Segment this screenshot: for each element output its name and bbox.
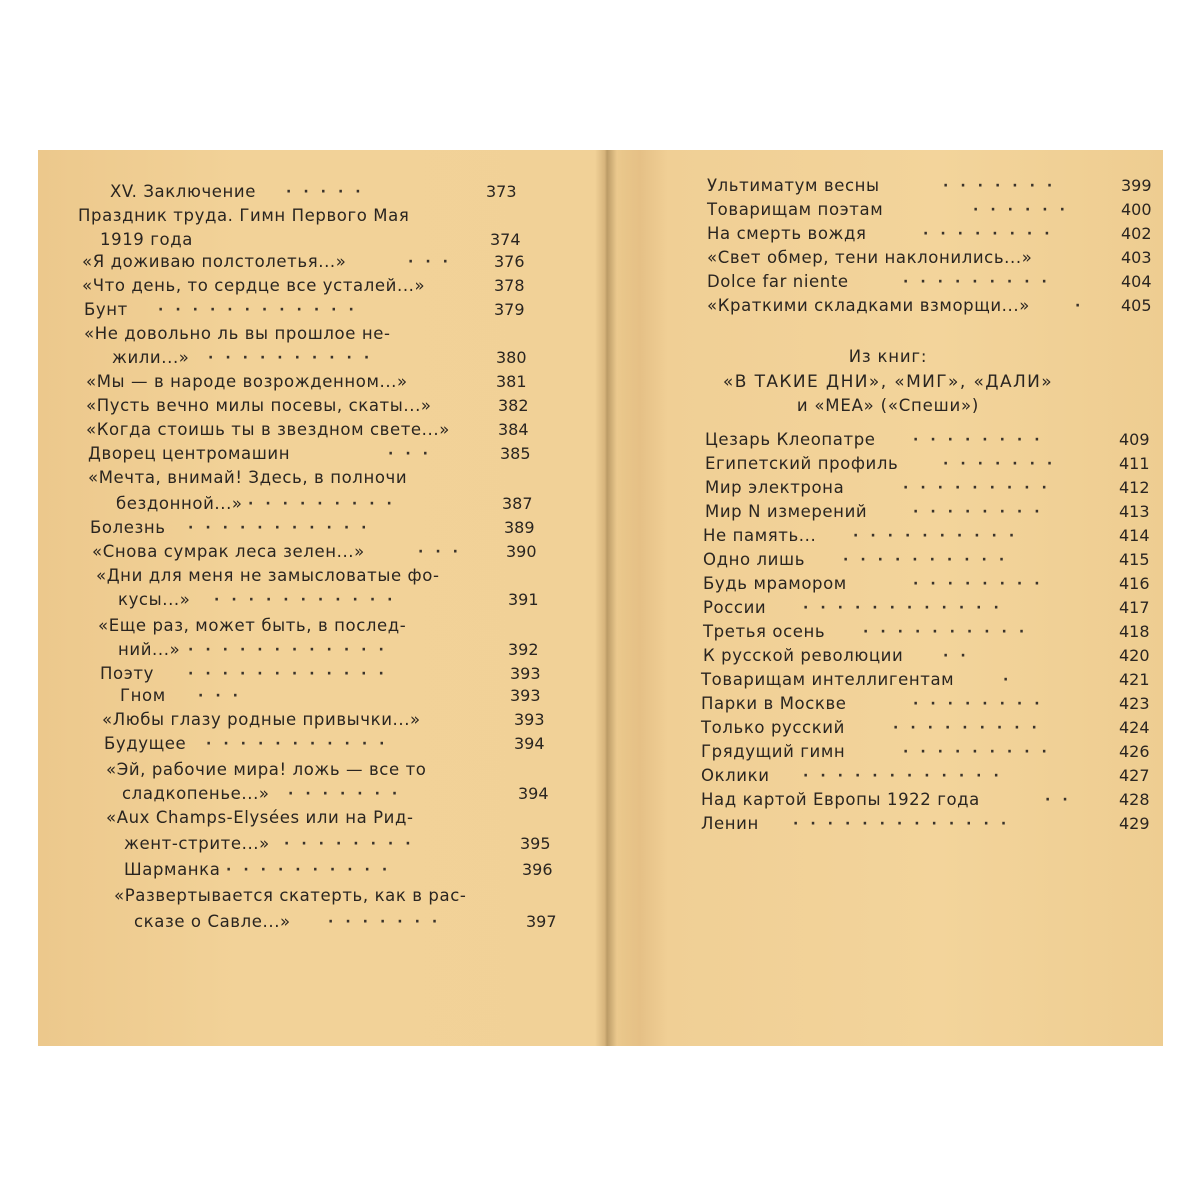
toc-entry (613, 524, 1163, 548)
toc-entry (613, 644, 1163, 668)
toc-entry-title: Ультиматум весны (707, 176, 880, 195)
toc-entry-page: 379 (494, 300, 525, 319)
toc-entry-page: 385 (500, 444, 531, 463)
toc-entry-title: «Мы — в народе возрожденном...» (86, 372, 408, 391)
toc-entry-title: Болезнь (90, 518, 166, 537)
toc-entry-title: «Краткими складками взморщи...» (707, 296, 1030, 315)
toc-entry (38, 884, 603, 908)
toc-entry (38, 758, 603, 782)
toc-entry (613, 294, 1163, 318)
toc-entry (613, 222, 1163, 246)
dot-leader: ········· (248, 496, 404, 512)
toc-entry-title: России (703, 598, 767, 617)
toc-entry (613, 668, 1163, 692)
toc-entry-page: 416 (1119, 574, 1150, 593)
dot-leader: ············ (188, 666, 396, 682)
toc-entry-page: 426 (1119, 742, 1150, 761)
toc-entry-page: 391 (508, 590, 539, 609)
dot-leader: ·········· (843, 552, 1017, 568)
toc-entry-page: 376 (494, 252, 525, 271)
toc-entry (38, 638, 603, 662)
toc-entry (613, 452, 1163, 476)
toc-entry-title: Мир N измерений (705, 502, 868, 521)
toc-entry-page: 374 (490, 230, 521, 249)
right-page (613, 150, 1163, 1046)
toc-entry (38, 858, 603, 882)
toc-entry-page: 412 (1119, 478, 1150, 497)
book-spread (38, 150, 1163, 1046)
toc-entry-page: 381 (496, 372, 527, 391)
section-heading-line2: «В ТАКИЕ ДНИ», «МИГ», «ДАЛИ» (722, 372, 1054, 392)
toc-entry-page: 418 (1119, 622, 1150, 641)
toc-entry-title: «Aux Champs-Elysées или на Рид- (106, 808, 414, 827)
dot-leader: · (1003, 672, 1021, 688)
dot-leader: ·· (943, 648, 978, 664)
toc-entry-page: 393 (510, 664, 541, 683)
dot-leader: ·········· (853, 528, 1027, 544)
toc-entry (38, 180, 603, 204)
toc-entry (613, 476, 1163, 500)
dot-leader: ········ (284, 836, 423, 852)
toc-entry (38, 806, 603, 830)
toc-entry (613, 764, 1163, 788)
toc-entry-page: 396 (522, 860, 553, 879)
dot-leader: ··········· (188, 520, 379, 536)
toc-entry-title: XV. Заключение (110, 182, 257, 201)
toc-entry-title: На смерть вождя (707, 224, 867, 243)
toc-entry-page: 405 (1121, 296, 1152, 315)
toc-entry-title: «Мечта, внимай! Здесь, в полночи (88, 468, 408, 487)
section-heading-line1: Из книг: (848, 347, 928, 366)
toc-entry-title: Одно лишь (703, 550, 806, 569)
section-heading-line3: и «МЕА» («Спеши») (796, 396, 980, 415)
toc-entry-title: сказе о Савле...» (134, 912, 291, 931)
toc-entry (38, 204, 603, 228)
dot-leader: ·· (1045, 792, 1080, 808)
toc-entry-page: 423 (1119, 694, 1150, 713)
toc-entry-page: 411 (1119, 454, 1150, 473)
dot-leader: ······· (943, 178, 1065, 194)
toc-entry-page: 395 (520, 834, 551, 853)
toc-entry-page: 384 (498, 420, 529, 439)
dot-leader: ············ (803, 768, 1011, 784)
toc-entry (38, 832, 603, 856)
toc-entry-title: Будь мрамором (703, 574, 847, 593)
toc-entry-title: К русской революции (703, 646, 904, 665)
toc-entry-page: 409 (1119, 430, 1150, 449)
toc-entry (38, 662, 603, 686)
toc-entry (613, 548, 1163, 572)
dot-leader: ··· (388, 446, 440, 462)
toc-entry-title: кусы...» (118, 590, 191, 609)
toc-entry (613, 428, 1163, 452)
toc-entry-title: «Пусть вечно милы посевы, скаты...» (86, 396, 432, 415)
toc-entry-title: Цезарь Клеопатре (705, 430, 876, 449)
dot-leader: ············· (793, 816, 1019, 832)
toc-entry-page: 399 (1121, 176, 1152, 195)
toc-entry-page: 393 (510, 686, 541, 705)
dot-leader: ····· (286, 184, 373, 200)
toc-entry (613, 572, 1163, 596)
toc-entry-title: Гном (120, 686, 166, 705)
toc-entry-title: «Любы глазу родные привычки...» (102, 710, 421, 729)
left-page (38, 150, 603, 1046)
dot-leader: ············ (803, 600, 1011, 616)
toc-entry-page: 415 (1119, 550, 1150, 569)
dot-leader: ··· (408, 254, 460, 270)
toc-entry-title: «Когда стоишь ты в звездном свете...» (86, 420, 450, 439)
dot-leader: ········· (903, 480, 1059, 496)
toc-entry-title: Над картой Европы 1922 года (701, 790, 980, 809)
toc-entry-title: «Что день, то сердце все усталей...» (82, 276, 426, 295)
toc-entry-title: бездонной...» (116, 494, 243, 513)
dot-leader: ·········· (226, 862, 400, 878)
toc-entry-title: Шарманка (124, 860, 221, 879)
dot-leader: ······· (328, 914, 450, 930)
toc-entry-page: 373 (486, 182, 517, 201)
toc-entry (38, 418, 603, 442)
toc-entry (613, 174, 1163, 198)
toc-entry-title: Дворец центромашин (88, 444, 291, 463)
dot-leader: ······· (943, 456, 1065, 472)
toc-entry-title: Товарищам поэтам (707, 200, 884, 219)
toc-entry (38, 250, 603, 274)
toc-entry-page: 427 (1119, 766, 1150, 785)
toc-entry-page: 424 (1119, 718, 1150, 737)
toc-entry (613, 620, 1163, 644)
toc-entry (613, 740, 1163, 764)
toc-entry (38, 298, 603, 322)
toc-entry-title: Оклики (701, 766, 770, 785)
toc-entry (38, 732, 603, 756)
toc-entry (613, 596, 1163, 620)
toc-entry-page: 402 (1121, 224, 1152, 243)
toc-entry (38, 708, 603, 732)
toc-entry-page: 413 (1119, 502, 1150, 521)
toc-entry-title: Мир электрона (705, 478, 845, 497)
toc-entry-title: сладкопенье...» (122, 784, 270, 803)
toc-entry (38, 782, 603, 806)
dot-leader: ······· (288, 786, 410, 802)
toc-entry (38, 910, 603, 934)
toc-entry-title: Не память... (703, 526, 817, 545)
toc-entry-title: «Не довольно ль вы прошлое не- (84, 324, 391, 343)
toc-entry-page: 420 (1119, 646, 1150, 665)
dot-leader: ·········· (208, 350, 382, 366)
toc-entry-title: жили...» (112, 348, 190, 367)
toc-entry (38, 614, 603, 638)
toc-entry (38, 466, 603, 490)
toc-entry (38, 322, 603, 346)
toc-entry-page: 397 (526, 912, 557, 931)
toc-entry (613, 716, 1163, 740)
toc-entry-title: Праздник труда. Гимн Первого Мая (78, 206, 410, 225)
dot-leader: ··· (418, 544, 470, 560)
toc-entry-title: Только русский (701, 718, 845, 737)
toc-entry-title: «Я доживаю полстолетья...» (82, 252, 347, 271)
dot-leader: ········· (903, 744, 1059, 760)
toc-entry (38, 516, 603, 540)
toc-entry-title: Египетский профиль (705, 454, 899, 473)
dot-leader: ··· (198, 688, 250, 704)
toc-entry-page: 400 (1121, 200, 1152, 219)
toc-entry-page: 394 (518, 784, 549, 803)
toc-entry (613, 246, 1163, 270)
dot-leader: ········ (913, 696, 1052, 712)
toc-entry (613, 692, 1163, 716)
toc-entry-page: 393 (514, 710, 545, 729)
toc-entry-title: «Дни для меня не замысловатые фо- (96, 566, 440, 585)
dot-leader: ········· (893, 720, 1049, 736)
toc-entry-page: 421 (1119, 670, 1150, 689)
toc-entry-title: «Еще раз, может быть, в послед- (98, 616, 407, 635)
toc-entry-title: 1919 года (100, 230, 193, 249)
toc-entry-page: 414 (1119, 526, 1150, 545)
toc-entry-title: жент-стрите...» (124, 834, 270, 853)
toc-entry (613, 270, 1163, 294)
toc-entry-title: Бунт (84, 300, 128, 319)
toc-entry (38, 588, 603, 612)
toc-entry-title: Поэту (100, 664, 154, 683)
toc-entry-page: 387 (502, 494, 533, 513)
toc-entry-page: 390 (506, 542, 537, 561)
toc-entry-title: Ленин (701, 814, 759, 833)
toc-entry-title: ний...» (118, 640, 181, 659)
toc-entry-page: 389 (504, 518, 535, 537)
toc-entry-page: 403 (1121, 248, 1152, 267)
dot-leader: ·········· (863, 624, 1037, 640)
dot-leader: ······ (973, 202, 1077, 218)
dot-leader: ········· (903, 274, 1059, 290)
toc-entry (38, 492, 603, 516)
toc-entry (613, 788, 1163, 812)
dot-leader: ············ (188, 642, 396, 658)
toc-entry (38, 564, 603, 588)
toc-entry-page: 380 (496, 348, 527, 367)
toc-entry-page: 404 (1121, 272, 1152, 291)
toc-entry (613, 500, 1163, 524)
toc-entry (38, 228, 603, 252)
toc-entry-title: Dolce far niente (707, 272, 849, 291)
toc-entry-title: Парки в Москве (701, 694, 847, 713)
toc-entry-title: «Эй, рабочие мира! ложь — все то (106, 760, 427, 779)
dot-leader: ········ (913, 504, 1052, 520)
toc-entry (38, 346, 603, 370)
toc-entry-title: «Развертывается скатерть, как в рас- (114, 886, 467, 905)
toc-entry (613, 812, 1163, 836)
dot-leader: ········ (913, 432, 1052, 448)
dot-leader: ··········· (206, 736, 397, 752)
toc-entry-page: 382 (498, 396, 529, 415)
toc-entry-page: 392 (508, 640, 539, 659)
toc-entry-title: Грядущий гимн (701, 742, 846, 761)
dot-leader: ········ (923, 226, 1062, 242)
toc-entry-title: Будущее (104, 734, 187, 753)
dot-leader: ··········· (214, 592, 405, 608)
toc-entry-title: «Свет обмер, тени наклонились...» (707, 248, 1033, 267)
toc-entry (38, 274, 603, 298)
toc-entry-page: 429 (1119, 814, 1150, 833)
toc-entry-page: 428 (1119, 790, 1150, 809)
toc-entry (38, 442, 603, 466)
dot-leader: ········ (913, 576, 1052, 592)
toc-entry (38, 370, 603, 394)
toc-entry-page: 378 (494, 276, 525, 295)
toc-entry (38, 394, 603, 418)
toc-entry (613, 198, 1163, 222)
toc-entry (38, 684, 603, 708)
toc-entry-page: 417 (1119, 598, 1150, 617)
dot-leader: · (1075, 298, 1093, 314)
toc-entry (38, 540, 603, 564)
dot-leader: ············ (158, 302, 366, 318)
toc-entry-title: «Снова сумрак леса зелен...» (92, 542, 365, 561)
toc-entry-title: Третья осень (703, 622, 826, 641)
toc-entry-page: 394 (514, 734, 545, 753)
toc-entry-title: Товарищам интеллигентам (701, 670, 955, 689)
